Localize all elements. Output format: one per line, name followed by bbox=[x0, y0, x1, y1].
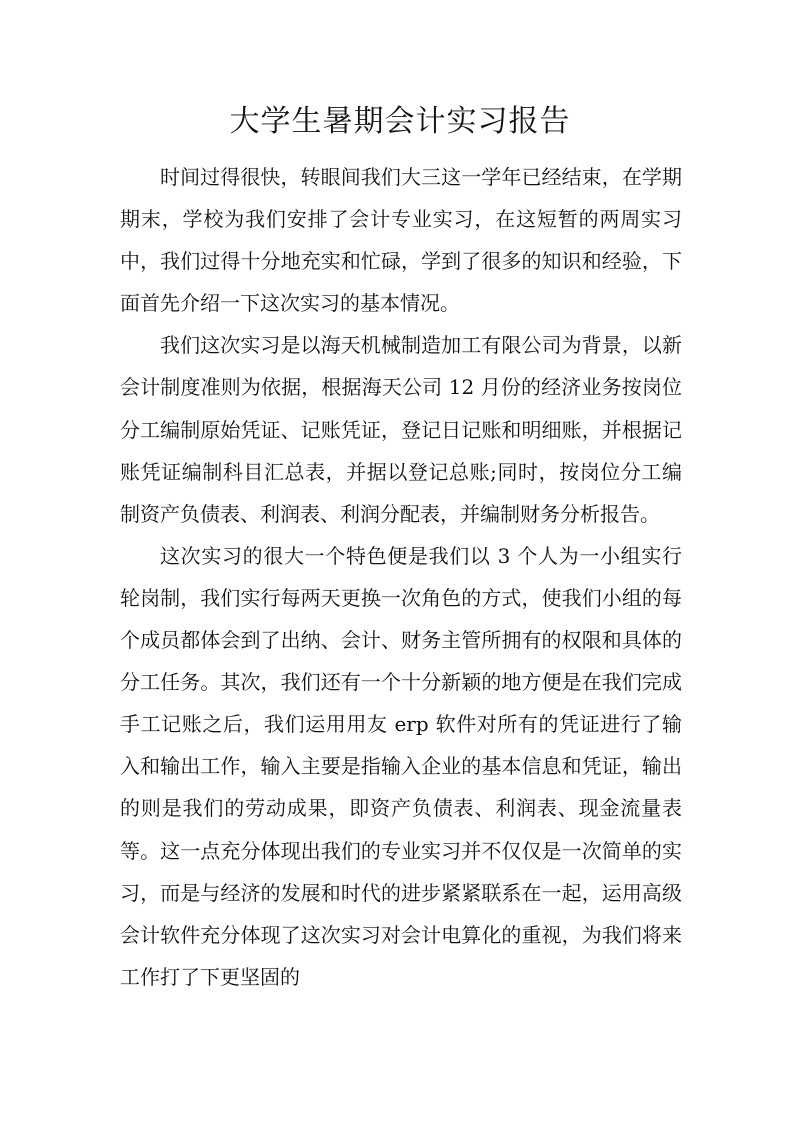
paragraph-2: 我们这次实习是以海天机械制造加工有限公司为背景，以新会计制度准则为依据，根据海天公司 12 月份的经济业务按岗位分工编制原始凭证、记账凭证，登记日记账和明细账，并根据记账凭证编制科目汇总表，并据以登记总账;同时，按岗位分工编制资产负债表、利润表、利润分配表，并编制财务分析报告。 bbox=[120, 333, 682, 526]
paragraph-1: 时间过得很快，转眼间我们大三这一学年已经结束，在学期期末，学校为我们安排了会计专业实习，在这短暂的两周实习中，我们过得十分地充实和忙碌，学到了很多的知识和经验，下面首先介绍一下这次实习的基本情况。 bbox=[120, 165, 682, 316]
paragraph-3: 这次实习的很大一个特色便是我们以 3 个人为一小组实行轮岗制，我们实行每两天更换一次角色的方式，使我们小组的每个成员都体会到了出纳、会计、财务主管所拥有的权限和具体的分工任务。其次，我们还有一个十分新颖的地方便是在我们完成手工记账之后，我们运用用友 erp 软件对所有的凭证进行了输入和输出工作，输入主要是指输入企业的基本信息和凭证，输出的则是我们的劳动成果，即资产负债表、利润表、现金流量表等。这一点充分体现出我们的专业实习并不仅仅是一次简单的实习，而是与经济的发展和时代的进步紧紧联系在一起，运用高级会计软件充分体现了这次实习对会计电算化的重视，为我们将来工作打了下更坚固的 bbox=[120, 543, 682, 989]
document-title: 大学生暑期会计实习报告 bbox=[229, 104, 571, 139]
document-body bbox=[120, 156, 682, 998]
